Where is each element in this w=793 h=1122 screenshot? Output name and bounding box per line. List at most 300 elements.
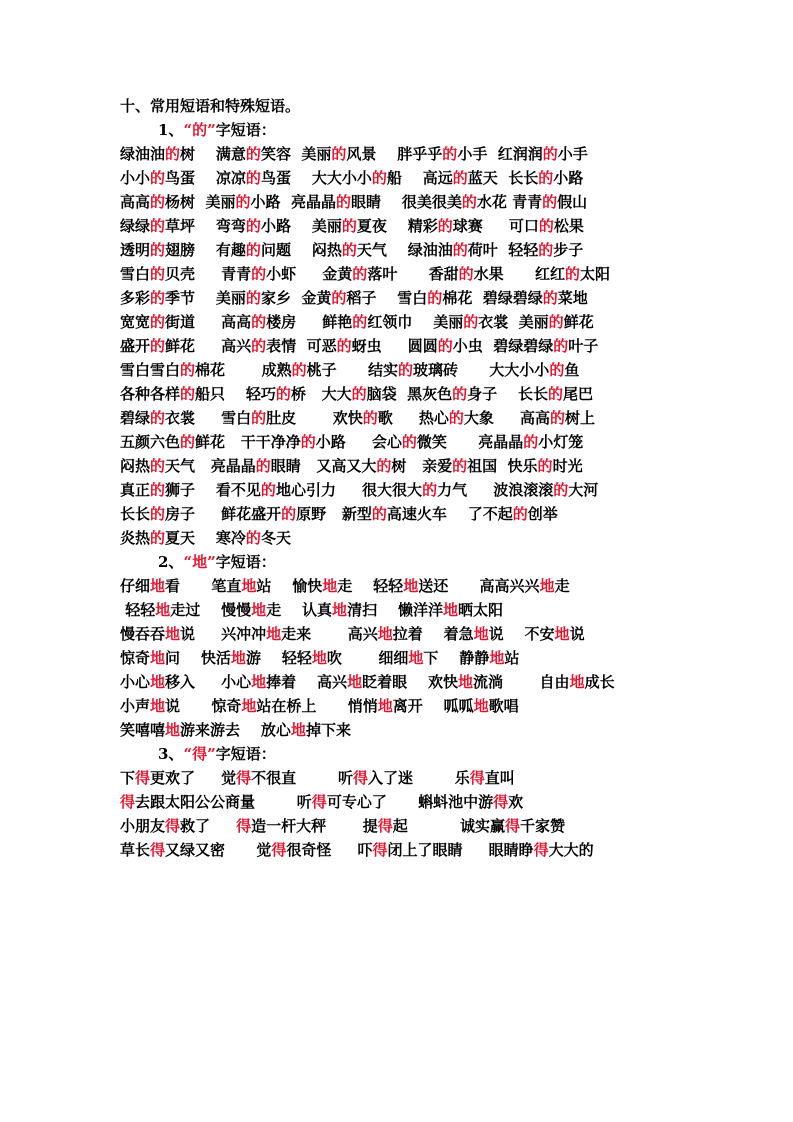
particle-highlight: 的 [245,241,261,259]
particle-highlight: 的 [150,289,166,307]
particle-highlight: 的 [245,169,261,187]
phrase-text: 掉下来 [305,721,351,739]
particle-highlight: 的 [452,241,468,259]
phrase-text: 小声 [120,697,151,715]
phrase-text: 杨树 美丽 [165,193,236,211]
particle-highlight: 地 [155,601,171,619]
particle-highlight: 地 [322,577,338,595]
phrase-line [120,310,773,334]
phrase-text: 小路 会心 [315,433,402,451]
particle-highlight: 地 [150,697,166,715]
phrase-text: 夏夜 精彩 [356,217,438,235]
phrase-line [120,286,773,310]
phrase-text: 下 [120,769,136,787]
phrase-text: 小虾 金黄 [266,265,353,283]
particle-highlight: 地 [403,577,419,595]
particle-highlight: 地 [241,577,257,595]
phrase-text: 轻轻 [120,601,156,619]
phrase-text: 船只 轻巧 [195,385,276,403]
phrase-text: 小朋友 [120,817,166,835]
phrase-text: 尾巴 [563,385,594,403]
particle-highlight: 的 [452,385,468,403]
close-quote: ” [207,553,216,571]
phrase-text: 移入 小心 [165,673,252,691]
phrase-line [120,502,773,526]
phrase-text: 小手 红润润 [457,145,543,163]
particle-highlight: 的 [550,409,566,427]
particle-highlight: 的 [442,145,458,163]
phrase-text: 高速火车 了不起 [386,505,513,523]
phrase-text: 家乡 金黄 [260,289,332,307]
phrase-text: 绿绿 [120,217,151,235]
phrase-text: 小路 亮晶晶 [250,193,336,211]
particle-highlight: 地 [457,673,473,691]
phrase-text: 玻璃砖 大大小小 [412,361,550,379]
phrase-text: 笑容 美丽 [260,145,332,163]
phrase-line [120,718,773,742]
particle-highlight: 的 [553,337,569,355]
phrase-text: 季节 美丽 [165,289,246,307]
phrase-line [120,790,773,814]
particle-highlight: 的 [523,433,539,451]
section-number: 3、 [158,745,184,763]
particle-highlight: 的 [362,409,378,427]
phrase-text: 祖国 快乐 [467,457,538,475]
particle-highlight: 的 [422,481,438,499]
particle-highlight: 地 [165,721,181,739]
particle-highlight: 的 [538,169,554,187]
phrase-text: 鲜花 高兴 [165,337,252,355]
particle-highlight: 地 [347,673,363,691]
phrase-text: 仔细 [120,577,151,595]
open-quote: “ [183,745,193,763]
particle-highlight: 地 [311,649,327,667]
particle-highlight: 地 [150,649,166,667]
particle-highlight: 地 [442,601,458,619]
phrase-text: 风景 胖乎乎 [346,145,443,163]
phrase-text: 很奇怪 吓 [286,841,373,859]
particle-highlight: 的 [331,289,347,307]
particle-highlight: 的 [165,145,181,163]
particle-highlight: 的 [538,217,554,235]
particle-highlight: 的 [452,457,468,475]
particle-highlight: 的 [427,289,443,307]
particle-highlight: 的 [376,457,392,475]
particle-highlight: 的 [275,385,291,403]
phrase-text: 歌 热心 [377,409,449,427]
heading-text: 十、常用短语和特殊短语。 [120,97,301,115]
phrase-text: 小虫 碧绿碧绿 [452,337,554,355]
particle-highlight: 的 [548,313,564,331]
particle-highlight: 的 [463,313,479,331]
particle-highlight: 的 [458,265,474,283]
particle-highlight: 的 [452,169,468,187]
phrase-text: 小手 [557,145,588,163]
particle-highlight: 得 [533,841,549,859]
particle-highlight: 的 [180,385,196,403]
phrase-text: 透明 [120,241,151,259]
particle-highlight: 的 [300,433,316,451]
particle-highlight: 地 [241,697,257,715]
phrase-text: 叶子 [568,337,599,355]
particle-highlight: 的 [150,529,166,547]
section-heading-2 [158,550,773,574]
particle-highlight: 的 [251,409,267,427]
phrase-text: 蚜虫 圆圆 [351,337,438,355]
phrase-text: 大大的 [548,841,594,859]
open-quote: “ [183,121,193,139]
particle-highlight: 的 [352,313,368,331]
particle-highlight: 的 [542,145,558,163]
phrase-text: 鸟蛋 大大小小 [260,169,372,187]
particle-highlight: 的 [448,409,464,427]
phrase-text: 捧着 高兴 [266,673,348,691]
particle: 的 [192,121,208,139]
phrase-text: 地心引力 很大很大 [275,481,423,499]
particle-highlight: 得 [377,817,393,835]
particle-highlight: 地 [539,577,555,595]
document-heading [120,94,773,118]
phrase-text: 走 认真 [266,601,333,619]
phrase-text: 直叫 [484,769,515,787]
particle-highlight: 的 [150,169,166,187]
particle-highlight: 地 [554,625,570,643]
phrase-text: 树 满意 [180,145,246,163]
particle-highlight: 的 [245,217,261,235]
phrase-text: 小路 [553,169,584,187]
phrase-text: 游 轻轻 [245,649,312,667]
phrase-line [120,646,773,670]
phrase-text: 贝壳 青青 [165,265,252,283]
particle-highlight: 得 [236,817,252,835]
phrase-text: 歌唱 [488,697,519,715]
particle-highlight: 地 [377,625,393,643]
phrase-text: 鲜花 [563,313,594,331]
phrase-text: 走 [554,577,570,595]
particle-highlight: 的 [565,265,581,283]
phrase-text: 草坪 弯弯 [165,217,246,235]
particle-highlight: 的 [371,169,387,187]
particle-highlight: 地 [489,649,505,667]
phrase-text: 眨着眼 欢快 [362,673,458,691]
phrase-text: 闷热 [120,457,151,475]
section-suffix: 字短语： [215,121,276,139]
particle: 得 [192,745,208,763]
phrase-text: 宽宽 [120,313,151,331]
phrase-line [120,766,773,790]
phrase-text: 多彩 [120,289,151,307]
phrase-text: 眼睛 又高又大 [270,457,377,475]
particle-highlight: 地 [569,673,585,691]
open-quote: “ [183,553,193,571]
phrase-text: 小小 [120,169,151,187]
phrase-text: 游来游去 放心 [180,721,291,739]
phrase-text: 站在桥上 悄悄 [256,697,378,715]
phrase-text: 真正 [120,481,151,499]
phrase-line [120,142,773,166]
phrase-text: 说 惊奇 [165,697,242,715]
close-quote: ” [207,745,216,763]
phrase-text: 表情 可恶 [266,337,337,355]
particle-highlight: 的 [150,313,166,331]
phrase-text: 不很直 听 [251,769,353,787]
particle-highlight: 的 [437,337,453,355]
particle-highlight: 的 [341,241,357,259]
phrase-text: 去跟太阳公公商量 听 [135,793,312,811]
particle-highlight: 地 [408,649,424,667]
phrase-text: 清扫 懒洋洋 [347,601,443,619]
particle-highlight: 的 [352,265,368,283]
phrase-text: 又绿又密 觉 [165,841,272,859]
phrase-line [120,358,773,382]
particle-highlight: 的 [547,385,563,403]
phrase-line [120,598,773,622]
particle-highlight: 地 [230,649,246,667]
particle-highlight: 地 [266,625,282,643]
phrase-text: 创举 [527,505,558,523]
phrase-line [120,814,773,838]
phrase-text: 闭上了眼睛 眼睛睁 [387,841,534,859]
particle-highlight: 的 [150,193,166,211]
particle-highlight: 的 [512,505,528,523]
phrase-line [120,454,773,478]
particle-highlight: 得 [311,793,327,811]
phrase-text: 步子 [553,241,584,259]
phrase-text: 说 不安 [488,625,555,643]
particle-highlight: 的 [401,433,417,451]
phrase-text: 草长 [120,841,151,859]
phrase-line [120,262,773,286]
particle-highlight: 得 [493,793,509,811]
phrase-text: 吹 细细 [326,649,409,667]
particle-highlight: 得 [504,817,520,835]
phrase-text: 下 静静 [423,649,490,667]
phrase-text: 笑嘻嘻 [120,721,166,739]
particle-highlight: 的 [336,337,352,355]
phrase-text: 走来 高兴 [281,625,378,643]
particle-highlight: 的 [549,361,565,379]
particle-highlight: 的 [251,265,267,283]
particle-highlight: 的 [150,241,166,259]
phrase-text: 荷叶 轻轻 [467,241,539,259]
phrase-text: 原野 新型 [296,505,372,523]
phrase-text: 天气 亮晶晶 [165,457,256,475]
phrase-text: 稻子 雪白 [346,289,428,307]
phrase-text: 棉花 碧绿碧绿 [442,289,543,307]
particle-highlight: 得 [372,841,388,859]
phrase-text: 高高 [120,193,151,211]
particle-highlight: 的 [245,289,261,307]
particle-highlight: 地 [473,625,489,643]
particle-highlight: 的 [537,457,553,475]
phrase-text: 小心 [120,673,151,691]
particle-highlight: 的 [245,145,261,163]
phrase-text: 雪白雪白 [120,361,181,379]
phrase-text: 衣裳 雪白 [165,409,252,427]
phrase-text: 送还 高高兴兴 [418,577,540,595]
phrase-line [120,406,773,430]
phrase-text: 走过 慢慢 [170,601,252,619]
phrase-text: 球赛 可口 [452,217,539,235]
phrase-line [120,166,773,190]
particle-highlight: 地 [251,601,267,619]
phrase-text: 造一杆大秤 提 [251,817,378,835]
particle-highlight: 得 [150,841,166,859]
phrase-text: 看 笔直 [165,577,242,595]
phrase-text: 流淌 自由 [472,673,570,691]
particle-highlight: 的 [251,337,267,355]
particle-highlight: 的 [251,313,267,331]
phrase-line [120,670,773,694]
phrase-text: 拉着 着急 [392,625,474,643]
section-heading-1 [158,118,773,142]
particle-highlight: 的 [335,193,351,211]
phrase-text: 各种各样 [120,385,181,403]
particle-highlight: 的 [180,361,196,379]
particle-highlight: 的 [150,457,166,475]
phrase-text: 欢 [508,793,524,811]
particle-highlight: 的 [150,265,166,283]
particle-highlight: 的 [235,193,251,211]
particle-highlight: 的 [542,193,558,211]
phrase-text: 肚皮 欢快 [266,409,363,427]
phrase-line [120,334,773,358]
phrase-line [120,190,773,214]
phrase-line [120,694,773,718]
phrase-text: 慢吞吞 [120,625,166,643]
phrase-text: 问 快活 [165,649,231,667]
phrase-text: 菜地 [557,289,588,307]
phrase-text: 雪白 [120,265,151,283]
phrase-text: 站 [504,649,520,667]
particle-highlight: 地 [473,697,489,715]
particle-highlight: 的 [281,505,297,523]
particle-highlight: 的 [538,241,554,259]
section-heading-3 [158,742,773,766]
section-number: 1、 [158,121,184,139]
phrase-text: 天气 绿油油 [356,241,453,259]
phrase-text: 问题 闷热 [260,241,342,259]
phrase-text: 夏天 寒冷 [165,529,246,547]
phrase-text: 翅膀 有趣 [165,241,246,259]
phrase-text: 红领巾 美丽 [367,313,464,331]
phrase-text: 棉花 成熟 [195,361,292,379]
particle-highlight: 的 [150,505,166,523]
section-number: 2、 [158,553,184,571]
particle-highlight: 的 [397,361,413,379]
phrase-text: 惊奇 [120,649,151,667]
phrase-text: 成长 [584,673,615,691]
phrase-text: 小灯笼 [538,433,584,451]
particle-highlight: 的 [461,193,477,211]
phrase-text: 可专心了 蝌蚪池中游 [326,793,494,811]
particle-highlight: 得 [135,769,151,787]
phrase-text: 大河 [568,481,599,499]
phrase-line [120,238,773,262]
particle-highlight: 地 [290,721,306,739]
phrase-text: 说 [569,625,585,643]
phrase-text: 房子 鲜花盛开 [165,505,282,523]
particle-highlight: 的 [245,529,261,547]
particle-highlight: 地 [150,577,166,595]
phrase-line [120,622,773,646]
particle-highlight: 地 [251,673,267,691]
particle-highlight: 的 [371,505,387,523]
phrase-text: 船 高远 [386,169,453,187]
phrase-text: 身子 长长 [467,385,548,403]
particle-highlight: 的 [351,385,367,403]
particle-highlight: 地 [377,697,393,715]
particle-highlight: 的 [150,217,166,235]
phrase-text: 假山 [557,193,588,211]
phrase-text: 树 亲爱 [391,457,453,475]
phrase-line [120,382,773,406]
phrase-text: 绿油油 [120,145,166,163]
phrase-text: 力气 波浪滚滚 [437,481,554,499]
particle-highlight: 的 [150,337,166,355]
phrase-text: 起 诚实赢 [392,817,505,835]
phrase-text: 走 轻轻 [337,577,404,595]
phrase-line [120,526,773,550]
phrase-text: 水花 青青 [476,193,543,211]
particle-highlight: 得 [469,769,485,787]
particle-highlight: 的 [542,289,558,307]
phrase-line [120,478,773,502]
particle-highlight: 得 [165,817,181,835]
phrase-text: 炎热 [120,529,151,547]
section-suffix: 字短语： [215,745,276,763]
phrase-text: 离开 呱呱 [392,697,474,715]
phrase-text: 千家赞 [520,817,566,835]
phrase-text: 桥 大大 [290,385,352,403]
phrase-text: 大象 高高 [463,409,551,427]
particle-highlight: 的 [331,145,347,163]
section-suffix: 字短语： [215,553,276,571]
phrase-text: 松果 [553,217,584,235]
phrase-text: 水果 红红 [473,265,566,283]
particle-highlight: 得 [120,793,136,811]
phrase-text: 说 兴冲冲 [180,625,267,643]
phrase-text: 盛开 [120,337,151,355]
phrase-text: 衣裳 美丽 [478,313,549,331]
particle-highlight: 的 [260,481,276,499]
phrase-text: 晒太阳 [457,601,503,619]
phrase-text: 落叶 香甜 [367,265,459,283]
phrase-text: 树上 [565,409,596,427]
particle-highlight: 的 [341,217,357,235]
phrase-text: 入了迷 乐 [367,769,470,787]
particle-highlight: 得 [271,841,287,859]
close-quote: ” [207,121,216,139]
phrase-line [120,838,773,862]
particle-highlight: 的 [180,433,196,451]
phrase-text: 街道 高高 [165,313,252,331]
phrase-line [120,214,773,238]
phrase-text: 鲜花 干干净净 [195,433,301,451]
particle-highlight: 的 [150,409,166,427]
phrase-line [120,430,773,454]
particle-highlight: 的 [553,481,569,499]
particle: 地 [192,553,208,571]
phrase-text: 眼睛 很美很美 [350,193,462,211]
particle-highlight: 地 [150,673,166,691]
phrase-line [120,574,773,598]
phrase-text: 小路 美丽 [260,217,342,235]
phrase-text: 更欢了 觉 [150,769,237,787]
phrase-text: 站 愉快 [256,577,323,595]
particle-highlight: 的 [255,457,271,475]
phrase-text: 楼房 鲜艳 [266,313,353,331]
